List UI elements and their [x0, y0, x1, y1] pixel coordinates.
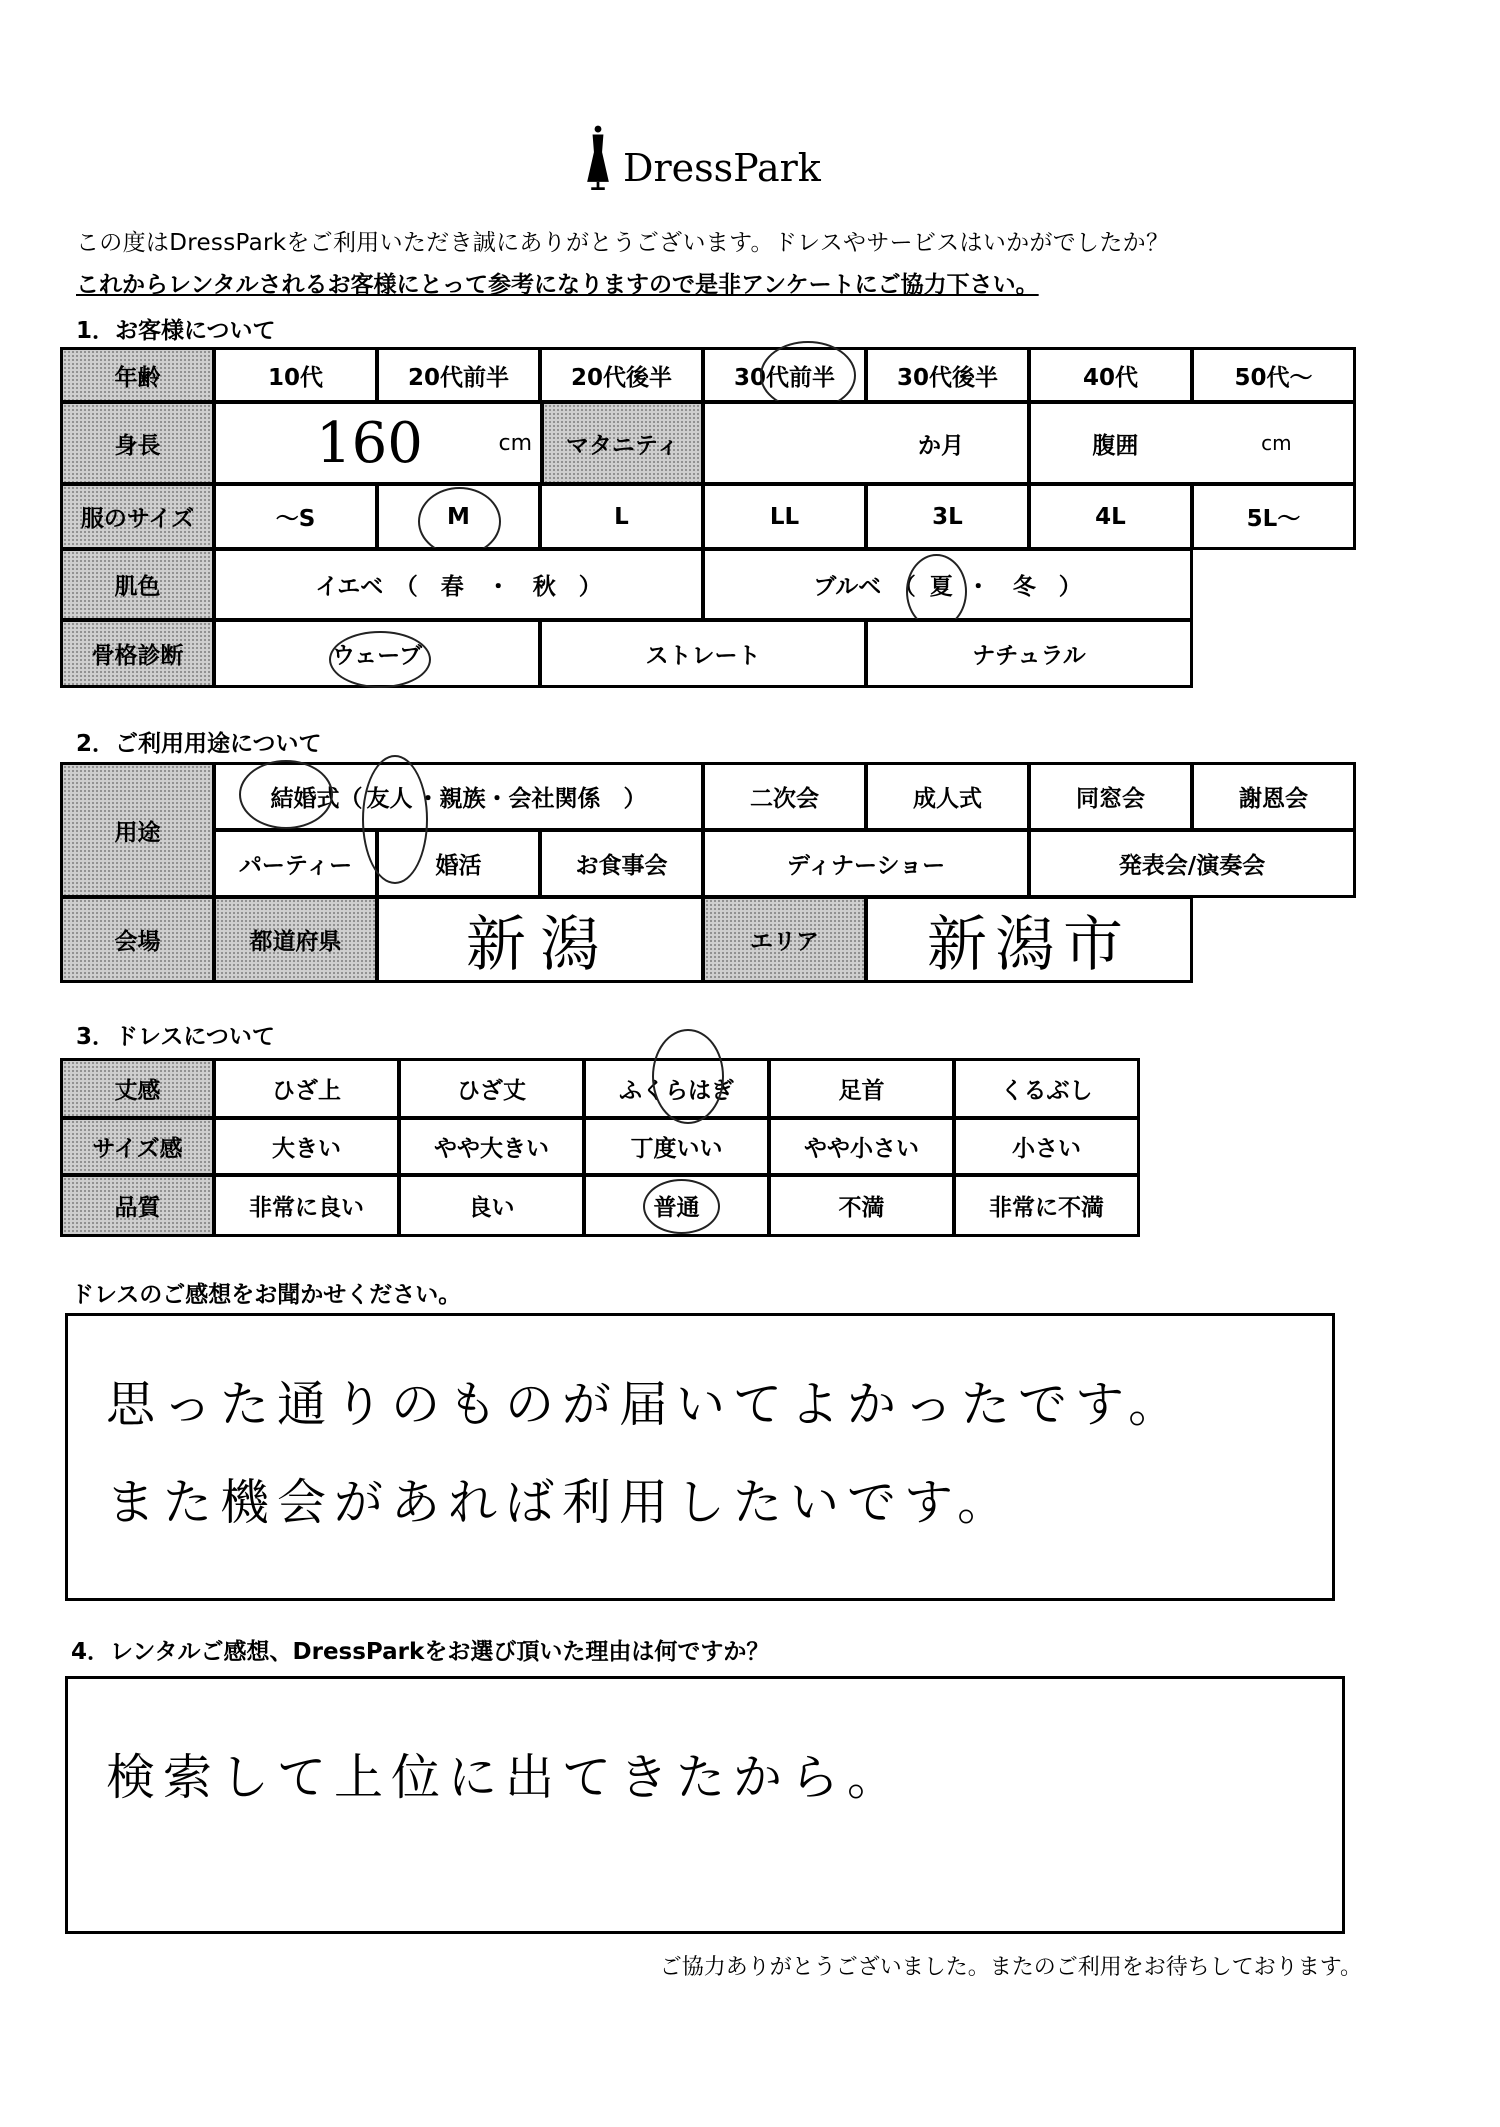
- reason-answer: 検索して上位に出てきたから。: [106, 1749, 905, 1806]
- age-option[interactable]: 20代前半: [376, 347, 541, 403]
- age-option-selected[interactable]: 30代前半: [702, 347, 867, 403]
- frame-option[interactable]: ナチュラル: [865, 619, 1193, 688]
- height-field[interactable]: [213, 401, 543, 485]
- length-option[interactable]: ひざ上: [213, 1058, 400, 1119]
- height-unit: cm: [498, 430, 532, 456]
- wedding-option[interactable]: [213, 762, 704, 831]
- length-option-selected[interactable]: ふくらはぎ: [583, 1058, 770, 1119]
- blue-winter: ・ 冬 ）: [966, 574, 1082, 600]
- skin-blue-base[interactable]: [702, 548, 1193, 621]
- prefecture-value: 新潟: [466, 909, 614, 980]
- usage-option[interactable]: 同窓会: [1028, 762, 1193, 831]
- usage-option[interactable]: 二次会: [702, 762, 867, 831]
- area-field[interactable]: [865, 896, 1193, 983]
- usage-option[interactable]: パーティー: [213, 829, 378, 898]
- logo-text: DressPark: [623, 146, 821, 190]
- skin-label: 肌色: [60, 548, 215, 621]
- usage-option[interactable]: 婚活: [376, 829, 541, 898]
- dress-form-icon: [583, 125, 613, 190]
- usage-option[interactable]: 謝恩会: [1191, 762, 1356, 831]
- fit-option[interactable]: やや小さい: [768, 1117, 955, 1176]
- section1-title: 1．お客様について: [76, 318, 276, 344]
- length-option[interactable]: 足首: [768, 1058, 955, 1119]
- size-option[interactable]: L: [539, 483, 704, 550]
- quality-label: 品質: [60, 1174, 215, 1237]
- reason-answer-box[interactable]: [65, 1676, 1345, 1934]
- age-option[interactable]: 40代: [1028, 347, 1193, 403]
- size-option[interactable]: 4L: [1028, 483, 1193, 550]
- quality-option[interactable]: 良い: [398, 1174, 585, 1237]
- height-value: 160: [316, 410, 423, 476]
- size-option[interactable]: LL: [702, 483, 867, 550]
- fit-option-selected[interactable]: 丁度いい: [583, 1117, 770, 1176]
- size-option[interactable]: 5L～: [1191, 483, 1356, 550]
- intro-request: これからレンタルされるお客様にとって参考になりますので是非アンケートにご協力下さい。: [76, 272, 1039, 298]
- wedding-suffix: ・親族・会社関係 ）: [416, 786, 647, 812]
- age-option[interactable]: 30代後半: [865, 347, 1030, 403]
- skin-yellow-base[interactable]: イエベ （ 春 ・ 秋 ）: [213, 548, 704, 621]
- usage-label: 用途: [60, 762, 215, 898]
- maternity-months-field[interactable]: [702, 401, 1030, 485]
- fit-option[interactable]: やや大きい: [398, 1117, 585, 1176]
- area-label: エリア: [702, 896, 867, 983]
- fit-option[interactable]: 小さい: [953, 1117, 1140, 1176]
- usage-option[interactable]: 成人式: [865, 762, 1030, 831]
- length-option[interactable]: ひざ丈: [398, 1058, 585, 1119]
- prefecture-field[interactable]: [376, 896, 704, 983]
- age-option[interactable]: 10代: [213, 347, 378, 403]
- blue-summer: 夏: [929, 574, 953, 600]
- height-label: 身長: [60, 401, 215, 485]
- frame-label: 骨格診断: [60, 619, 215, 688]
- area-value: 新潟市: [927, 909, 1131, 980]
- size-option-selected[interactable]: M: [376, 483, 541, 550]
- intro-text: この度はDressParkをご利用いただき誠にありがとうございます。ドレスやサービスはいかがでしたか？: [76, 230, 1170, 256]
- prefecture-label: 都道府県: [213, 896, 378, 983]
- usage-option[interactable]: ディナーショー: [702, 829, 1030, 898]
- impressions-line2: また機会があれば利用したいです。: [106, 1474, 1015, 1531]
- quality-option[interactable]: 非常に良い: [213, 1174, 400, 1237]
- age-label: 年齢: [60, 347, 215, 403]
- section2-title: 2．ご利用用途について: [76, 731, 322, 757]
- frame-option-selected[interactable]: ウェーブ: [213, 619, 541, 688]
- months-label: か月: [918, 432, 964, 459]
- waist-unit: cm: [1261, 431, 1292, 455]
- quality-option[interactable]: 非常に不満: [953, 1174, 1140, 1237]
- impressions-line1: 思った通りのものが届いてよかったです。: [106, 1376, 1186, 1433]
- usage-option[interactable]: 発表会/演奏会: [1028, 829, 1356, 898]
- fit-option[interactable]: 大きい: [213, 1117, 400, 1176]
- wedding-prefix: 結婚式（: [270, 786, 363, 812]
- age-option[interactable]: 50代～: [1191, 347, 1356, 403]
- frame-option[interactable]: ストレート: [539, 619, 867, 688]
- impressions-answer-box[interactable]: [65, 1313, 1335, 1601]
- size-option[interactable]: ～S: [213, 483, 378, 550]
- fit-label: サイズ感: [60, 1117, 215, 1176]
- quality-option-selected[interactable]: 普通: [583, 1174, 770, 1237]
- quality-option[interactable]: 不満: [768, 1174, 955, 1237]
- impressions-title: ドレスのご感想をお聞かせください。: [71, 1282, 462, 1308]
- age-option[interactable]: 20代後半: [539, 347, 704, 403]
- footer-thanks: ご協力ありがとうございました。またのご利用をお待ちしております。: [659, 1955, 1362, 1980]
- waist-label: 腹囲: [1092, 432, 1139, 459]
- size-option[interactable]: 3L: [865, 483, 1030, 550]
- length-option[interactable]: くるぶし: [953, 1058, 1140, 1119]
- usage-option[interactable]: お食事会: [539, 829, 704, 898]
- length-label: 丈感: [60, 1058, 215, 1119]
- venue-label: 会場: [60, 896, 215, 983]
- maternity-label: マタニティ: [541, 401, 704, 485]
- blue-base-prefix: ブルベ （: [813, 574, 916, 600]
- section4-title: 4．レンタルご感想、DressParkをお選び頂いた理由は何ですか？: [71, 1639, 770, 1665]
- size-label: 服のサイズ: [60, 483, 215, 550]
- waist-field[interactable]: [1028, 401, 1356, 485]
- logo: [583, 125, 821, 190]
- section3-title: 3．ドレスについて: [76, 1024, 275, 1050]
- friend-option: 友人: [366, 786, 413, 812]
